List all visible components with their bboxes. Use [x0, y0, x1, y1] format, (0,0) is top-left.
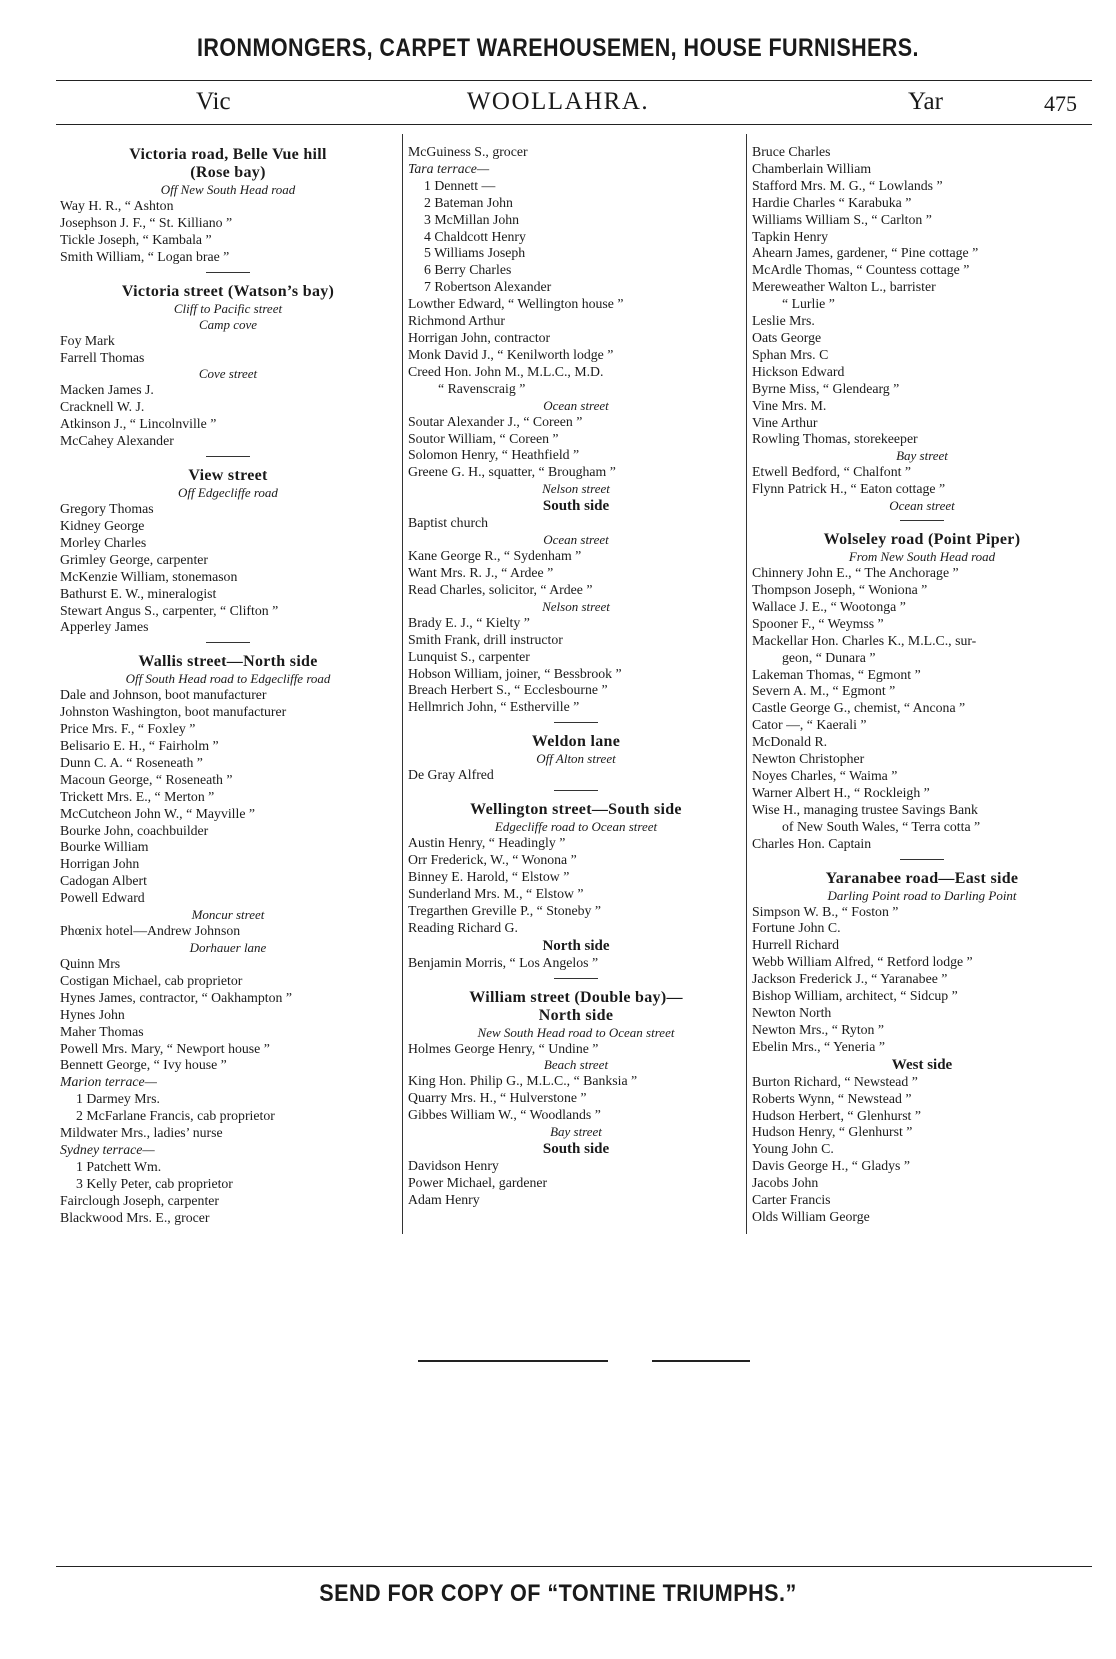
- directory-entry: Cator —, “ Kaerali ”: [752, 717, 867, 733]
- directory-entry: Dunn C. A. “ Roseneath ”: [60, 754, 203, 770]
- directory-entry: King Hon. Philip G., M.L.C., “ Banksia ”: [408, 1073, 638, 1089]
- directory-entry: Gibbes William W., “ Woodlands ”: [408, 1107, 601, 1123]
- cross-street-note: Off New South Head road: [160, 182, 296, 197]
- directory-entry: Stewart Angus S., carpenter, “ Clifton ”: [60, 602, 279, 618]
- section-separator: [554, 978, 598, 979]
- directory-entry: Olds William George: [752, 1208, 870, 1224]
- cross-street-note: Nelson street: [542, 598, 610, 614]
- directory-entry: Roberts Wynn, “ Newstead ”: [752, 1090, 912, 1106]
- section-separator: [554, 722, 598, 723]
- header-rule: [56, 124, 1092, 125]
- directory-entry: Davidson Henry: [408, 1158, 499, 1174]
- directory-entry: 6 Berry Charles: [424, 262, 512, 278]
- directory-entry: Fortune John C.: [752, 920, 841, 936]
- directory-entry: Hurrell Richard: [752, 937, 839, 953]
- directory-entry: Hobson William, joiner, “ Bessbrook ”: [408, 665, 622, 681]
- directory-entry: McGuiness S., grocer: [408, 144, 528, 159]
- directory-entry: Fairclough Joseph, carpenter: [60, 1192, 219, 1208]
- directory-column-1: [60, 144, 396, 1227]
- terrace-heading: Tara terrace—: [408, 160, 490, 176]
- directory-entry: Kane George R., “ Sydenham ”: [408, 548, 582, 564]
- directory-entry: Benjamin Morris, “ Los Angelos ”: [408, 954, 599, 970]
- directory-entry: Young John C.: [752, 1141, 834, 1157]
- directory-entry: Bourke William: [60, 839, 149, 855]
- directory-entry: Newton Christopher: [752, 751, 865, 767]
- header-left-guide: Vic: [196, 88, 231, 115]
- page-footer: SEND FOR COPY OF “TONTINE TRIUMPHS.”: [319, 1580, 797, 1607]
- directory-entry: Lakeman Thomas, “ Egmont ”: [752, 666, 921, 682]
- directory-entry: McKenzie William, stonemason: [60, 568, 238, 584]
- directory-entry: 3 Kelly Peter, cab proprietor: [76, 1175, 233, 1191]
- directory-entry: Charles Hon. Captain: [752, 835, 872, 851]
- cross-street-note: Ocean street: [889, 498, 955, 514]
- directory-entry: Mackellar Hon. Charles K., M.L.C., sur-: [752, 632, 977, 648]
- top-rule: [56, 80, 1092, 81]
- column-divider-2: [746, 134, 747, 1234]
- cross-street-note: Moncur street: [191, 907, 265, 923]
- directory-entry: Quinn Mrs: [60, 956, 121, 971]
- directory-entry-continuation: “ Ravenscraig ”: [438, 380, 526, 396]
- directory-entry: 1 Patchett Wm.: [76, 1158, 162, 1174]
- directory-entry: Phœnix hotel—Andrew Johnson: [60, 923, 241, 939]
- directory-entry: McArdle Thomas, “ Countess cottage ”: [752, 262, 970, 278]
- directory-entry: Smith Frank, drill instructor: [408, 631, 563, 647]
- directory-entry: Blackwood Mrs. E., grocer: [60, 1209, 210, 1225]
- cross-street-note: Bay street: [550, 1124, 602, 1140]
- directory-entry: Jackson Frederick J., “ Yaranabee ”: [752, 971, 948, 987]
- directory-entry: Kidney George: [60, 517, 145, 533]
- directory-entry: Costigan Michael, cab proprietor: [60, 972, 243, 988]
- directory-entry: 5 Williams Joseph: [424, 245, 526, 261]
- directory-entry: Baptist church: [408, 515, 489, 531]
- directory-entry: Johnston Washington, boot manufacturer: [60, 704, 287, 720]
- cross-street-note: Edgecliffe road to Ocean street: [494, 819, 658, 835]
- directory-entry: Richmond Arthur: [408, 313, 505, 329]
- directory-entry: Orr Frederick, W., “ Wonona ”: [408, 852, 577, 868]
- directory-entry: Hynes John: [60, 1006, 125, 1022]
- directory-entry: Monk David J., “ Kenilworth lodge ”: [408, 346, 614, 362]
- directory-entry: Flynn Patrick H., “ Eaton cottage ”: [752, 481, 946, 497]
- directory-entry: Adam Henry: [408, 1191, 480, 1207]
- directory-entry: Tapkin Henry: [752, 228, 829, 244]
- cross-street-note: Camp cove: [198, 316, 258, 332]
- cross-street-note: Ocean street: [543, 397, 609, 413]
- directory-entry: Sphan Mrs. C: [752, 346, 829, 362]
- directory-entry: 7 Robertson Alexander: [424, 279, 552, 295]
- cross-street-note: Cove street: [198, 366, 258, 382]
- directory-entry: Powell Edward: [60, 890, 145, 906]
- directory-entry: 1 Dennett —: [424, 177, 496, 193]
- directory-entry: Sunderland Mrs. M., “ Elstow ”: [408, 885, 584, 901]
- section-separator: [206, 272, 250, 273]
- column-divider-1: [402, 134, 403, 1234]
- street-heading: (Rose bay): [190, 164, 266, 181]
- directory-entry: Oats George: [752, 329, 822, 345]
- directory-entry: Thompson Joseph, “ Woniona ”: [752, 582, 928, 598]
- directory-entry: McCutcheon John W., “ Mayville ”: [60, 805, 256, 821]
- directory-entry-continuation: geon, “ Dunara ”: [782, 649, 876, 665]
- directory-entry: Lowther Edward, “ Wellington house ”: [408, 296, 624, 312]
- directory-entry-continuation: of New South Wales, “ Terra cotta ”: [782, 818, 981, 834]
- street-heading: Wolseley road (Point Piper): [823, 531, 1021, 549]
- directory-entry: McDonald R.: [752, 734, 828, 750]
- directory-entry: Belisario E. H., “ Fairholm ”: [60, 738, 219, 754]
- directory-entry: Carter Francis: [752, 1192, 831, 1208]
- bottom-ornament-rule-b: [652, 1360, 750, 1362]
- directory-entry: Severn A. M., “ Egmont ”: [752, 683, 896, 699]
- directory-entry: Bishop William, architect, “ Sidcup ”: [752, 988, 958, 1004]
- directory-entry: Atkinson J., “ Lincolnville ”: [60, 416, 217, 432]
- directory-entry: Spooner F., “ Weymss ”: [752, 615, 884, 631]
- directory-entry: Hynes James, contractor, “ Oakhampton ”: [60, 989, 293, 1005]
- directory-entry: Leslie Mrs.: [752, 313, 815, 329]
- directory-entry: Holmes George Henry, “ Undine ”: [408, 1040, 599, 1056]
- section-separator: [554, 790, 598, 791]
- directory-entry: Bourke John, coachbuilder: [60, 822, 209, 838]
- directory-entry: Macken James J.: [60, 382, 154, 398]
- page-banner: IRONMONGERS, CARPET WAREHOUSEMEN, HOUSE FURNISHERS.: [197, 34, 919, 62]
- directory-entry: Way H. R., “ Ashton: [60, 198, 174, 213]
- directory-entry: Mereweather Walton L., barrister: [752, 279, 936, 295]
- directory-entry: Castle George G., chemist, “ Ancona ”: [752, 700, 966, 716]
- side-heading: South side: [542, 1141, 610, 1158]
- directory-entry-continuation: “ Lurlie ”: [782, 296, 835, 312]
- directory-entry: Tregarthen Greville P., “ Stoneby ”: [408, 902, 601, 918]
- directory-entry: Grimley George, carpenter: [60, 551, 208, 567]
- directory-entry: 2 McFarlane Francis, cab proprietor: [76, 1108, 275, 1124]
- directory-entry: Trickett Mrs. E., “ Merton ”: [60, 788, 215, 804]
- directory-entry: Read Charles, solicitor, “ Ardee ”: [408, 581, 593, 597]
- cross-street-note: New South Head road to Ocean street: [477, 1024, 675, 1040]
- directory-entry: Vine Mrs. M.: [752, 397, 827, 413]
- directory-entry: Simpson W. B., “ Foston ”: [752, 903, 899, 919]
- directory-entry: Hellmrich John, “ Estherville ”: [408, 699, 580, 715]
- directory-entry: Hickson Edward: [752, 363, 845, 379]
- street-heading: Wallis street—North side: [138, 653, 318, 671]
- header-locality: WOOLLAHRA.: [466, 88, 650, 115]
- directory-entry: Foy Mark: [60, 332, 115, 348]
- directory-entry: Bruce Charles: [752, 144, 831, 159]
- directory-entry: Jacobs John: [752, 1175, 819, 1191]
- directory-entry: 4 Chaldcott Henry: [424, 228, 526, 244]
- bottom-ornament-rule-a: [418, 1360, 608, 1362]
- directory-entry: Tickle Joseph, “ Kambala ”: [60, 231, 212, 247]
- directory-entry: Solomon Henry, “ Heathfield ”: [408, 447, 580, 463]
- directory-entry: Davis George H., “ Gladys ”: [752, 1158, 910, 1174]
- cross-street-note: Off South Head road to Edgecliffe road: [125, 671, 331, 687]
- directory-entry: 1 Darmey Mrs.: [76, 1091, 160, 1107]
- directory-entry: Reading Richard G.: [408, 919, 518, 935]
- directory-entry: Mildwater Mrs., ladies’ nurse: [60, 1125, 223, 1141]
- directory-entry: 2 Bateman John: [424, 194, 513, 210]
- street-heading: North side: [538, 1006, 614, 1024]
- directory-entry: Apperley James: [60, 619, 149, 635]
- directory-entry: Noyes Charles, “ Waima ”: [752, 768, 898, 783]
- directory-entry: Williams William S., “ Carlton ”: [752, 211, 932, 227]
- section-separator: [206, 642, 250, 643]
- side-heading: North side: [542, 937, 610, 954]
- cross-street-note: Cliff to Pacific street: [173, 300, 283, 316]
- terrace-heading: Marion terrace—: [60, 1074, 157, 1090]
- directory-entry: Austin Henry, “ Headingly ”: [408, 835, 566, 851]
- directory-column-3: [752, 144, 1092, 1226]
- directory-entry: Binney E. Harold, “ Elstow ”: [408, 869, 570, 884]
- directory-entry: Bennett George, “ Ivy house ”: [60, 1057, 227, 1073]
- directory-entry: Farrell Thomas: [60, 349, 145, 365]
- directory-entry: 3 McMillan John: [424, 211, 520, 227]
- directory-entry: Horrigan John: [60, 856, 140, 872]
- directory-entry: Gregory Thomas: [60, 501, 154, 517]
- directory-entry: Powell Mrs. Mary, “ Newport house ”: [60, 1040, 270, 1056]
- directory-entry: Rowling Thomas, storekeeper: [752, 431, 918, 447]
- directory-entry: Josephson J. F., “ St. Killiano ”: [60, 214, 233, 230]
- cross-street-note: Ocean street: [543, 532, 609, 548]
- directory-entry: Vine Arthur: [752, 414, 818, 430]
- directory-entry: Ahearn James, gardener, “ Pine cottage ”: [752, 245, 979, 261]
- street-heading: Yaranabee road—East side: [825, 869, 1019, 887]
- section-separator: [206, 456, 250, 457]
- directory-entry: Breach Herbert S., “ Ecclesbourne ”: [408, 682, 608, 698]
- directory-entry: Newton North: [752, 1004, 832, 1020]
- directory-entry: Wise H., managing trustee Savings Bank: [752, 801, 978, 817]
- directory-entry: McCahey Alexander: [60, 433, 174, 449]
- footer-rule: [56, 1566, 1092, 1567]
- directory-entry: Morley Charles: [60, 534, 147, 550]
- street-heading: Wellington street—South side: [470, 801, 682, 819]
- street-heading: Victoria street (Watson’s bay): [121, 282, 335, 300]
- directory-entry: Soutor William, “ Coreen ”: [408, 430, 559, 446]
- directory-entry: Chinnery John E., “ The Anchorage ”: [752, 565, 959, 581]
- cross-street-note: Dorhauer lane: [189, 940, 267, 955]
- street-heading: View street: [188, 467, 268, 485]
- directory-entry: Wallace J. E., “ Wootonga ”: [752, 598, 906, 614]
- directory-entry: Maher Thomas: [60, 1023, 144, 1039]
- cross-street-note: Off Edgecliffe road: [178, 485, 278, 501]
- directory-entry: Newton Mrs., “ Ryton ”: [752, 1021, 885, 1037]
- street-heading: William street (Double bay)—: [469, 988, 683, 1006]
- directory-column-2: [408, 144, 744, 1209]
- directory-entry: Price Mrs. F., “ Foxley ”: [60, 721, 196, 737]
- directory-entry: Warner Albert H., “ Rockleigh ”: [752, 784, 930, 800]
- directory-entry: Byrne Miss, “ Glendearg ”: [752, 380, 900, 396]
- directory-entry: Hudson Henry, “ Glenhurst ”: [752, 1124, 913, 1140]
- directory-entry: Webb William Alfred, “ Retford lodge ”: [752, 954, 973, 970]
- directory-entry: Lunquist S., carpenter: [408, 648, 530, 664]
- directory-entry: Hardie Charles “ Karabuka ”: [752, 194, 912, 210]
- side-heading: West side: [891, 1056, 953, 1073]
- page-number: 475: [1044, 91, 1077, 116]
- directory-entry: Hudson Herbert, “ Glenhurst ”: [752, 1107, 921, 1123]
- directory-entry: Creed Hon. John M., M.L.C., M.D.: [408, 363, 604, 379]
- directory-entry: Cadogan Albert: [60, 873, 147, 889]
- directory-entry: Chamberlain William: [752, 160, 872, 176]
- directory-entry: Cracknell W. J.: [60, 399, 145, 415]
- section-separator: [900, 520, 944, 521]
- directory-entry: Horrigan John, contractor: [408, 329, 551, 345]
- directory-entry: Etwell Bedford, “ Chalfont ”: [752, 464, 912, 480]
- directory-entry: Brady E. J., “ Kielty ”: [408, 614, 530, 630]
- street-heading: Weldon lane: [531, 733, 621, 751]
- terrace-heading: Sydney terrace—: [60, 1141, 155, 1157]
- directory-entry: Stafford Mrs. M. G., “ Lowlands ”: [752, 177, 943, 193]
- directory-entry: Burton Richard, “ Newstead ”: [752, 1073, 918, 1089]
- directory-entry: Macoun George, “ Roseneath ”: [60, 771, 233, 787]
- cross-street-note: Darling Point road to Darling Point: [827, 887, 1017, 903]
- section-separator: [900, 859, 944, 860]
- directory-entry: De Gray Alfred: [408, 767, 494, 783]
- directory-entry: Greene G. H., squatter, “ Brougham ”: [408, 464, 616, 480]
- side-heading: South side: [542, 498, 610, 515]
- directory-entry: Power Michael, gardener: [408, 1175, 548, 1191]
- directory-entry: Bathurst E. W., mineralogist: [60, 585, 217, 601]
- cross-street-note: Bay street: [896, 448, 948, 464]
- directory-entry: Soutar Alexander J., “ Coreen ”: [408, 413, 583, 429]
- cross-street-note: Nelson street: [542, 481, 610, 497]
- directory-entry: Smith William, “ Logan brae ”: [60, 248, 230, 264]
- directory-entry: Ebelin Mrs., “ Yeneria ”: [752, 1038, 885, 1054]
- street-heading: Victoria road, Belle Vue hill: [129, 146, 327, 163]
- directory-entry: Want Mrs. R. J., “ Ardee ”: [408, 565, 554, 581]
- header-right-guide: Yar: [908, 88, 943, 115]
- cross-street-note: Beach street: [543, 1057, 609, 1073]
- cross-street-note: From New South Head road: [848, 549, 996, 565]
- cross-street-note: Off Alton street: [536, 751, 616, 767]
- directory-entry: Quarry Mrs. H., “ Hulverstone ”: [408, 1090, 587, 1106]
- directory-entry: Dale and Johnson, boot manufacturer: [60, 687, 267, 703]
